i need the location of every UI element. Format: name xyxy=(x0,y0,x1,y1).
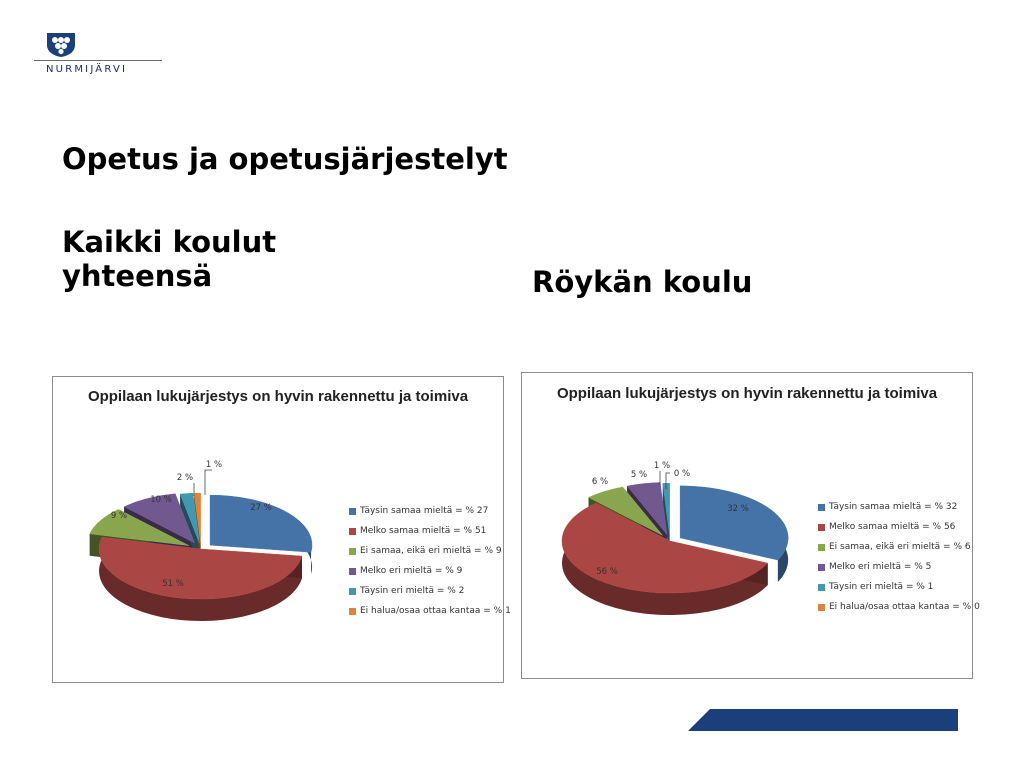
legend-swatch xyxy=(349,568,356,575)
legend-label: Melko samaa mieltä = % 51 xyxy=(360,526,487,536)
chart-legend xyxy=(818,497,980,617)
legend-label: Melko eri mieltä = % 9 xyxy=(360,566,463,576)
legend-item-ei-halua xyxy=(349,601,511,621)
legend-label: Ei halua/osaa ottaa kantaa = % 1 xyxy=(360,606,511,616)
data-label-ei-samaa-eika-eri: 6 % xyxy=(591,477,609,487)
legend-label: Ei halua/osaa ottaa kantaa = % 0 xyxy=(829,602,980,612)
legend-label: Melko samaa mieltä = % 56 xyxy=(829,522,956,532)
coat-of-arms-icon xyxy=(46,32,76,58)
legend-swatch xyxy=(349,508,356,515)
legend-swatch xyxy=(818,544,825,551)
legend-item-ei-samaa-eika-eri xyxy=(349,541,511,561)
legend-item-melko-eri xyxy=(349,561,511,581)
data-label-taysin-eri: 2 % xyxy=(176,473,194,483)
legend-swatch xyxy=(818,524,825,531)
logo-wordmark: NURMIJÄRVI xyxy=(46,64,128,75)
data-label-ei-halua: 0 % xyxy=(673,469,691,479)
logo-rule xyxy=(34,60,162,61)
right-chart-heading: Röykän koulu xyxy=(532,265,753,299)
leader-line xyxy=(205,470,212,495)
nurmijarvi-logo xyxy=(34,32,164,80)
data-label-melko-samaa: 56 % xyxy=(596,567,618,577)
data-label-melko-eri: 10 % xyxy=(150,495,172,505)
legend-label: Täysin eri mieltä = % 1 xyxy=(829,582,934,592)
chart-all-schools xyxy=(52,376,511,683)
chart-roykka-school xyxy=(521,372,980,679)
brand-corner-bar xyxy=(688,709,958,731)
legend-item-tasin-samaa xyxy=(818,497,980,517)
legend-swatch xyxy=(349,588,356,595)
data-label-tasin-samaa: 32 % xyxy=(727,504,749,514)
data-label-ei-halua: 1 % xyxy=(205,460,223,470)
legend-label: Täysin samaa mieltä = % 27 xyxy=(360,506,489,516)
legend-item-melko-samaa xyxy=(818,517,980,537)
legend-swatch xyxy=(349,608,356,615)
legend-swatch xyxy=(818,564,825,571)
data-label-melko-samaa: 51 % xyxy=(162,579,184,589)
data-label-taysin-eri: 1 % xyxy=(653,461,671,471)
legend-label: Täysin eri mieltä = % 2 xyxy=(360,586,465,596)
legend-label: Ei samaa, eikä eri mieltä = % 9 xyxy=(360,546,502,556)
data-label-melko-eri: 5 % xyxy=(630,470,648,480)
legend-swatch xyxy=(818,584,825,591)
legend-label: Täysin samaa mieltä = % 32 xyxy=(829,502,958,512)
legend-item-melko-samaa xyxy=(349,521,511,541)
legend-item-taysin-eri xyxy=(349,581,511,601)
page-title: Opetus ja opetusjärjestelyt xyxy=(62,142,508,176)
legend-item-tasin-samaa xyxy=(349,501,511,521)
legend-item-ei-samaa-eika-eri xyxy=(818,537,980,557)
legend-swatch xyxy=(818,504,825,511)
legend-item-ei-halua xyxy=(818,597,980,617)
chart-legend xyxy=(349,501,511,621)
legend-label: Melko eri mieltä = % 5 xyxy=(829,562,932,572)
legend-swatch xyxy=(818,604,825,611)
chart-title: Oppilaan lukujärjestys on hyvin rakennettu ja toimiva xyxy=(556,385,938,402)
data-label-ei-samaa-eika-eri: 9 % xyxy=(110,511,128,521)
legend-item-melko-eri xyxy=(818,557,980,577)
legend-label: Ei samaa, eikä eri mieltä = % 6 xyxy=(829,542,971,552)
legend-swatch xyxy=(349,548,356,555)
chart-title: Oppilaan lukujärjestys on hyvin rakennettu ja toimiva xyxy=(87,388,469,405)
legend-swatch xyxy=(349,528,356,535)
legend-item-taysin-eri xyxy=(818,577,980,597)
left-chart-heading: Kaikki koulut yhteensä xyxy=(62,225,277,293)
data-label-tasin-samaa: 27 % xyxy=(250,503,272,513)
